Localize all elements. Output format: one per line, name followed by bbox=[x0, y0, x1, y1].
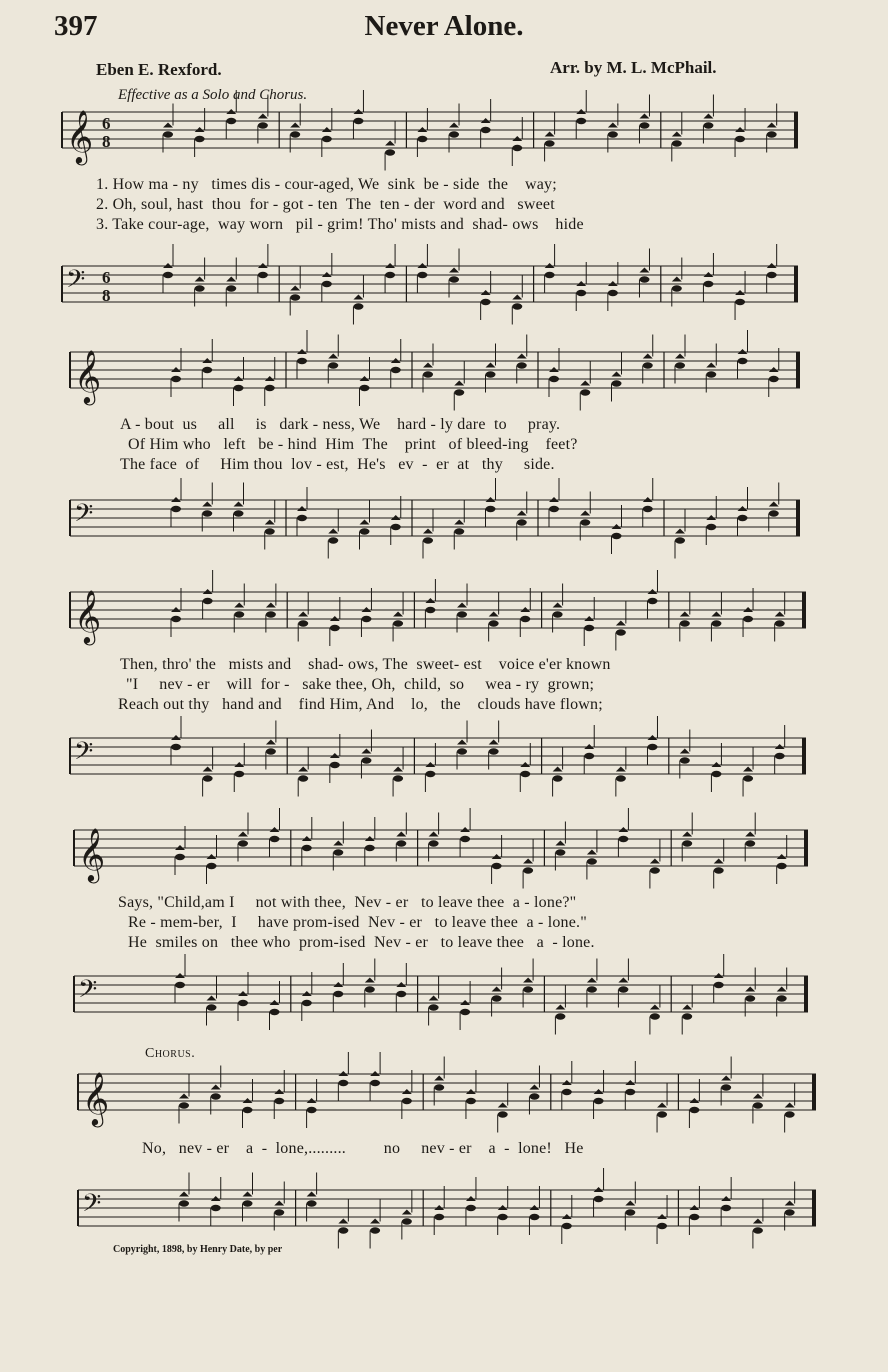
svg-text:𝄞: 𝄞 bbox=[74, 349, 102, 403]
treble-staff-5 bbox=[78, 1070, 816, 1125]
lyric-line-1-2: 2. Oh, soul, hast thou for - got - ten The ten - der word and sweet bbox=[96, 196, 555, 213]
lyric-line-4-1: Says, "Child,am I not with thee, Nev - er to leave thee a - lone?" bbox=[118, 894, 577, 911]
author: Eben E. Rexford. bbox=[96, 60, 222, 79]
lyric-line-2-2: Of Him who left be - hind Him The print of bleed-ing feet? bbox=[128, 436, 578, 453]
bass-staff-2 bbox=[70, 496, 800, 544]
lyric-line-4-2: Re - mem-ber, I have prom-ised Nev - er to leave thee a - lone." bbox=[128, 914, 587, 931]
copyright-notice: Copyright, 1898, by Henry Date, by per bbox=[113, 1244, 283, 1255]
lyric-line-3-3: Reach out thy hand and find Him, And lo, the clouds have flown; bbox=[118, 696, 603, 713]
lyric-line-2-1: A - bout us all is dark - ness, We hard - ly dare to pray. bbox=[120, 416, 561, 433]
svg-text:𝄞: 𝄞 bbox=[78, 827, 106, 881]
svg-text:8: 8 bbox=[102, 286, 111, 305]
svg-text:𝄞: 𝄞 bbox=[74, 589, 102, 643]
svg-text:𝄞: 𝄞 bbox=[82, 1071, 110, 1125]
svg-text:𝄢: 𝄢 bbox=[78, 975, 98, 1010]
svg-text:𝄢: 𝄢 bbox=[74, 499, 94, 534]
hymn-title: Never Alone. bbox=[364, 10, 524, 42]
lyric-line-2-3: The face of Him thou lov - est, He's ev - er at thy side. bbox=[120, 456, 555, 473]
lyric-line-4-3: He smiles on thee who prom-ised Nev - er to leave thee a - lone. bbox=[128, 934, 595, 951]
svg-text:𝄢: 𝄢 bbox=[82, 1189, 102, 1224]
svg-text:𝄢: 𝄢 bbox=[74, 737, 94, 772]
lyric-line-5-1: No, nev - er a - lone,......... no nev - er a - lone! He bbox=[142, 1140, 584, 1157]
arranger: Arr. by M. L. McPhail. bbox=[550, 58, 717, 77]
lyric-line-1-1: 1. How ma - ny times dis - cour-aged, We sink be - side the way; bbox=[96, 176, 557, 193]
treble-staff-2 bbox=[70, 348, 800, 403]
lyric-line-1-3: 3. Take cour-age, way worn pil - grim! Tho' mists and shad- ows hide bbox=[96, 216, 584, 233]
bass-staff-4 bbox=[74, 972, 808, 1020]
svg-text:6: 6 bbox=[102, 114, 111, 133]
treble-staff-4 bbox=[74, 826, 808, 881]
page-number: 397 bbox=[54, 10, 98, 42]
lyric-line-3-1: Then, thro' the mists and shad- ows, The sweet- est voice e'er known bbox=[120, 656, 611, 673]
svg-text:𝄢: 𝄢 bbox=[66, 265, 86, 300]
performance-instruction: Effective as a Solo and Chorus. bbox=[118, 87, 308, 103]
svg-text:6: 6 bbox=[102, 268, 111, 287]
treble-staff-1 bbox=[62, 108, 798, 163]
bass-staff-3 bbox=[70, 734, 806, 782]
treble-staff-3 bbox=[70, 588, 806, 643]
lyric-line-3-2: "I nev - er will for - sake thee, Oh, child, so wea - ry grown; bbox=[126, 676, 595, 693]
chorus-label: Chorus. bbox=[145, 1046, 196, 1061]
bass-staff-1 bbox=[62, 262, 798, 310]
bass-staff-5 bbox=[78, 1186, 816, 1234]
svg-text:𝄞: 𝄞 bbox=[66, 109, 94, 163]
svg-text:8: 8 bbox=[102, 132, 111, 151]
